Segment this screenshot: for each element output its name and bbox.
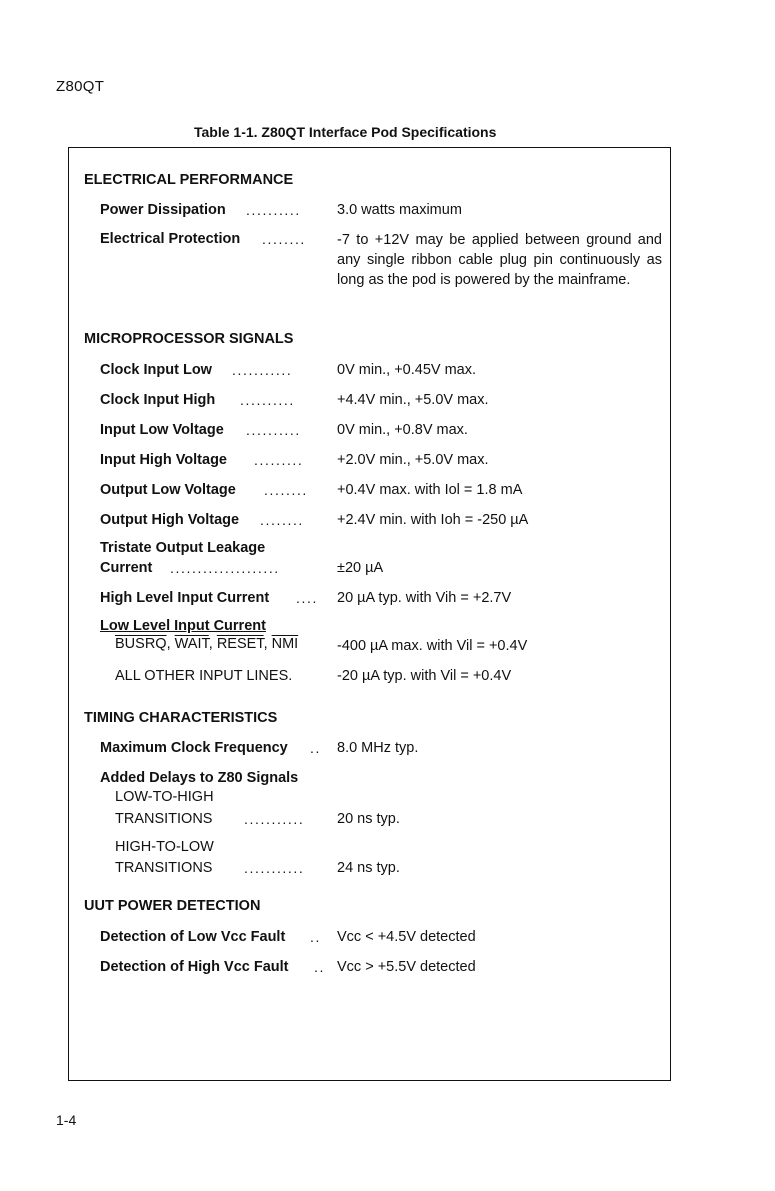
spec-label-tristate-current: Current bbox=[100, 560, 153, 576]
spec-value-high-level-current: 20 µA typ. with Vih = +2.7V bbox=[337, 590, 512, 606]
dot-leader: .......... bbox=[246, 422, 301, 438]
spec-value-clock-high: +4.4V min., +5.0V max. bbox=[337, 392, 489, 408]
signal-list: BUSRQ, WAIT, RESET, $\overline{NMI}$ bbox=[115, 636, 299, 652]
spec-value-htl: 24 ns typ. bbox=[337, 860, 400, 876]
dot-leader: ........ bbox=[262, 231, 306, 247]
spec-label-high-to-low: HIGH-TO-LOW bbox=[115, 839, 214, 855]
spec-value-signals: -400 µA max. with Vil = +0.4V bbox=[337, 638, 528, 654]
spec-value-output-high: +2.4V min. with Ioh = -250 µA bbox=[337, 512, 529, 528]
dot-leader: ......... bbox=[254, 452, 304, 468]
section-title-microprocessor: MICROPROCESSOR SIGNALS bbox=[84, 331, 294, 347]
spec-label-protection: Electrical Protection bbox=[100, 231, 241, 247]
signal-wait: WAIT bbox=[174, 636, 209, 652]
spec-label-input-low: Input Low Voltage bbox=[100, 422, 224, 438]
signal-reset: RESET bbox=[216, 636, 264, 652]
spec-label-low-to-high: LOW-TO-HIGH bbox=[115, 789, 214, 805]
dot-leader: ........... bbox=[244, 811, 305, 827]
spec-label-clock-high: Clock Input High bbox=[100, 392, 216, 408]
spec-value-input-high: +2.0V min., +5.0V max. bbox=[337, 452, 489, 468]
signal-busrq: BUSRQ bbox=[115, 636, 167, 652]
dot-leader: .. bbox=[310, 929, 321, 945]
spec-label-power: Power Dissipation bbox=[100, 202, 226, 218]
spec-value-output-low: +0.4V max. with Iol = 1.8 mA bbox=[337, 482, 523, 498]
dot-leader: ........ bbox=[260, 512, 304, 528]
dot-leader: .. bbox=[310, 740, 321, 756]
spec-value-lth: 20 ns typ. bbox=[337, 811, 400, 827]
section-title-uut-power: UUT POWER DETECTION bbox=[84, 898, 261, 914]
dot-leader: .... bbox=[296, 590, 318, 606]
dot-leader: ........... bbox=[232, 362, 293, 378]
section-title-electrical: ELECTRICAL PERFORMANCE bbox=[84, 172, 294, 188]
signal-nmi: $\overline{NMI}$ bbox=[271, 636, 299, 652]
spec-label-input-high: Input High Voltage bbox=[100, 452, 227, 468]
spec-value-input-low: 0V min., +0.8V max. bbox=[337, 422, 468, 438]
dot-leader: .. bbox=[314, 959, 325, 975]
page-header: Z80QT bbox=[56, 78, 105, 95]
spec-label-htl-transitions: TRANSITIONS bbox=[115, 860, 213, 876]
spec-label-lth-transitions: TRANSITIONS bbox=[115, 811, 213, 827]
dot-leader: .................... bbox=[170, 560, 280, 576]
spec-value-protection: -7 to +12V may be applied between ground and any single ribbon cable plug pin continuously as long as the pod is powered by the mainframe. bbox=[337, 232, 662, 288]
section-title-timing: TIMING CHARACTERISTICS bbox=[84, 710, 278, 726]
spec-label-clock-low: Clock Input Low bbox=[100, 362, 212, 378]
spec-label-low-vcc-fault: Detection of Low Vcc Fault bbox=[100, 929, 286, 945]
spec-label-output-low: Output Low Voltage bbox=[100, 482, 236, 498]
spec-label-high-vcc-fault: Detection of High Vcc Fault bbox=[100, 959, 289, 975]
table-caption: Table 1-1. Z80QT Interface Pod Specifications bbox=[194, 124, 497, 140]
dot-leader: ........ bbox=[264, 482, 308, 498]
spec-value-high-vcc-fault: Vcc > +5.5V detected bbox=[337, 959, 476, 975]
spec-label-other-lines: ALL OTHER INPUT LINES. bbox=[115, 668, 293, 684]
spec-value-other-lines: -20 µA typ. with Vil = +0.4V bbox=[337, 668, 512, 684]
spec-label-low-level-current: Low Level Input Current bbox=[100, 618, 266, 634]
spec-value-tristate: ±20 µA bbox=[337, 560, 384, 576]
spec-value-low-vcc-fault: Vcc < +4.5V detected bbox=[337, 929, 476, 945]
page-number: 1-4 bbox=[56, 1112, 77, 1128]
spec-label-added-delays: Added Delays to Z80 Signals bbox=[100, 770, 299, 786]
spec-label-tristate: Tristate Output Leakage bbox=[100, 540, 266, 556]
spec-value-power: 3.0 watts maximum bbox=[337, 202, 462, 218]
dot-leader: .......... bbox=[246, 202, 301, 218]
dot-leader: ........... bbox=[244, 860, 305, 876]
dot-leader: .......... bbox=[240, 392, 295, 408]
spec-label-max-clock: Maximum Clock Frequency bbox=[100, 740, 288, 756]
spec-value-max-clock: 8.0 MHz typ. bbox=[337, 740, 419, 756]
spec-value-clock-low: 0V min., +0.45V max. bbox=[337, 362, 477, 378]
spec-label-high-level-current: High Level Input Current bbox=[100, 590, 270, 606]
spec-label-output-high: Output High Voltage bbox=[100, 512, 240, 528]
